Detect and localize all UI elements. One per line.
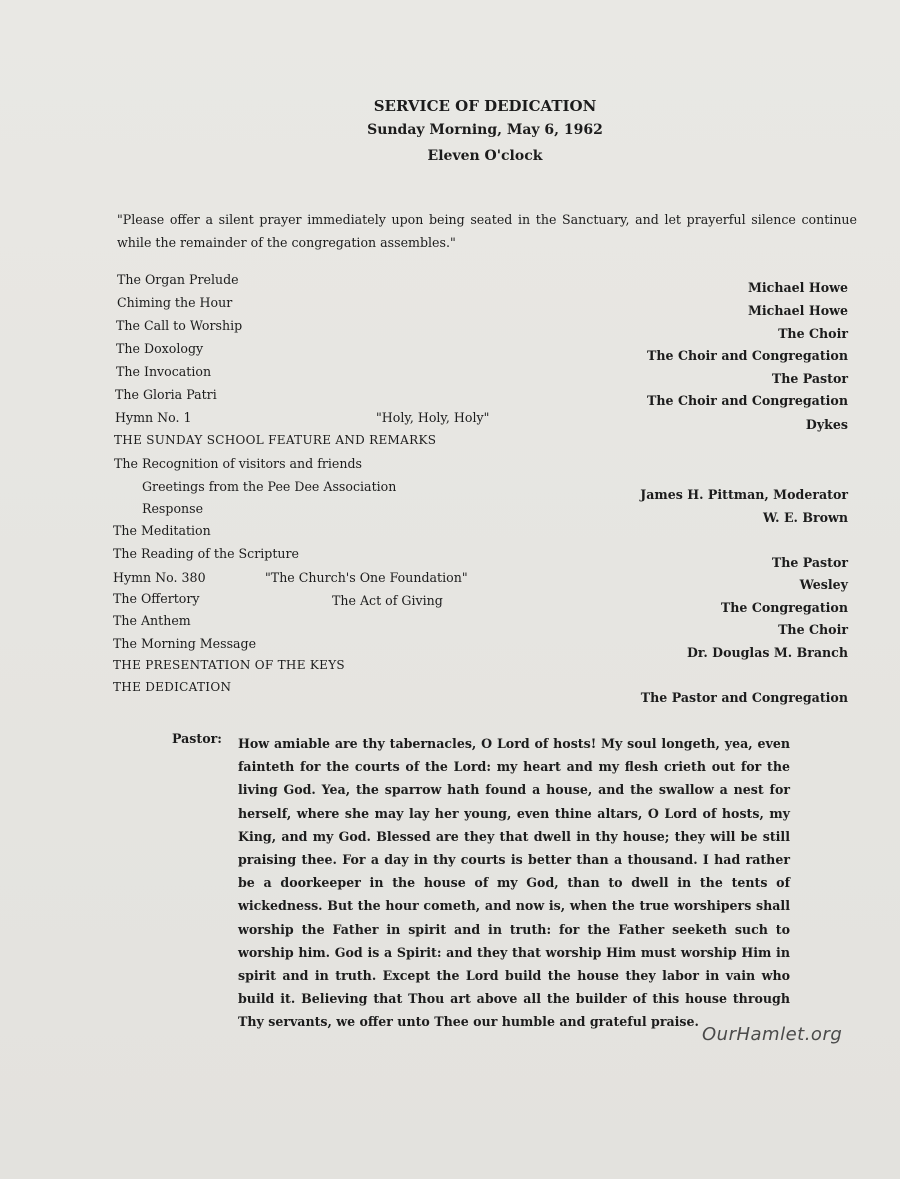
participant: Dykes	[805, 417, 848, 432]
page-title: SERVICE OF DEDICATION	[373, 97, 597, 115]
participant: Dr. Douglas M. Branch	[686, 645, 848, 660]
program-item: The Doxology	[116, 341, 204, 356]
program-item: The Gloria Patri	[115, 387, 217, 402]
program-item: The Invocation	[116, 364, 212, 379]
participant: W. E. Brown	[763, 510, 848, 525]
participant: The Choir	[778, 326, 848, 341]
participant: Michael Howe	[747, 303, 848, 318]
program-item: The Offertory	[113, 591, 200, 606]
hymn-title: "The Church's One Foundation"	[265, 570, 468, 585]
program-item: Response	[142, 501, 204, 516]
program-item: THE PRESENTATION OF THE KEYS	[113, 658, 345, 672]
service-time: Eleven O'clock	[427, 148, 543, 164]
program-item: The Recognition of visitors and friends	[114, 456, 363, 471]
participant: The Pastor	[771, 555, 848, 570]
participant: The Congregation	[720, 600, 848, 615]
offertory-title: The Act of Giving	[332, 593, 443, 608]
dedication-speaker-label: Pastor:	[172, 731, 222, 746]
dedication-text: How amiable are thy tabernacles, O Lord of hosts! My soul longeth, yea, even fainteth for the courts of the Lord: my heart and my flesh crieth out for the living God. Yea, the sparrow hath found a house, and the swallow a nest for herself, where she may lay her young, even thine altars, O Lord of hosts, my King, and my God. Blessed are they that dwell in thy house; they will be still praising thee. For a day in thy courts is better than a thousand. I had rather be a doorkeeper in the house of my God, than to dwell in the tents of wickedness. But the hour cometh, and now is, when the true worshipers shall worship the Father in spirit and in truth: for the Father seeketh such to worship him. God is a Spirit: and they that worship Him must worship Him in spirit and in truth. Except the Lord build the house they labor in vain who build it. Believing that Thou art above all the builder of this house through Thy servants, we offer unto Thee our humble and grateful praise.	[238, 736, 790, 1030]
service-date: Sunday Morning, May 6, 1962	[367, 122, 603, 138]
participant: James H. Pittman, Moderator	[640, 487, 848, 502]
participant: The Pastor and Congregation	[640, 690, 848, 705]
hymn-title: "Holy, Holy, Holy"	[376, 410, 490, 425]
program-item: The Call to Worship	[116, 318, 243, 333]
participant: The Pastor	[771, 371, 848, 386]
program-item: The Morning Message	[113, 636, 257, 651]
participant: The Choir and Congregation	[647, 348, 848, 363]
program-item: Hymn No. 1	[115, 410, 192, 425]
participant: The Choir	[778, 622, 848, 637]
participant: The Choir and Congregation	[647, 393, 848, 408]
program-item: The Meditation	[113, 523, 211, 538]
participant: Michael Howe	[747, 280, 848, 295]
program-item: The Organ Prelude	[117, 272, 239, 287]
program-item: THE DEDICATION	[113, 680, 232, 694]
participant: Wesley	[799, 577, 848, 592]
silent-prayer-note: "Please offer a silent prayer immediately upon being seated in the Sanctuary, and let prayerful silence continue while the remainder of the congregation assembles."	[117, 212, 857, 250]
program-item: THE SUNDAY SCHOOL FEATURE AND REMARKS	[114, 433, 437, 447]
program-item: Hymn No. 380	[113, 570, 206, 585]
program-item: Chiming the Hour	[117, 295, 233, 310]
program-item: The Anthem	[113, 613, 191, 628]
watermark: OurHamlet.org	[702, 1024, 843, 1045]
program-item: Greetings from the Pee Dee Association	[142, 479, 397, 494]
program-item: The Reading of the Scripture	[113, 546, 299, 561]
